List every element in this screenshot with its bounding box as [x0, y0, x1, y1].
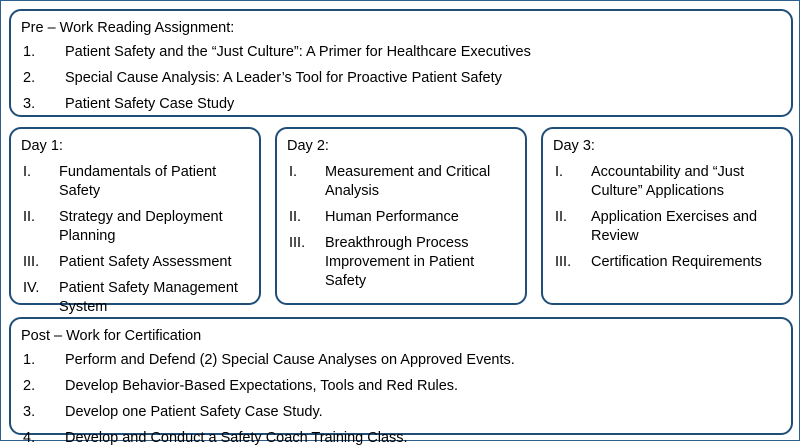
- list-item: [21, 253, 249, 272]
- list-marker: 3.: [23, 95, 36, 112]
- list-item: [553, 163, 781, 201]
- list-marker: II.: [289, 208, 302, 225]
- list-item: [21, 208, 249, 246]
- list-item: [21, 95, 781, 114]
- list-text: Human Performance: [325, 208, 459, 225]
- list-marker: III.: [555, 254, 572, 271]
- list-text: Perform and Defend (2) Special Cause Analyses on Approved Events.: [65, 351, 515, 368]
- list-item: [21, 429, 781, 448]
- list-marker: 1.: [23, 351, 36, 368]
- day-2-list: [287, 163, 515, 292]
- list-text: Patient Safety and the “Just Culture”: A Primer for Healthcare Executives: [65, 43, 531, 60]
- day-3-title: Day 3:: [553, 138, 595, 154]
- post-work-panel: [9, 317, 793, 446]
- list-marker: II.: [23, 208, 36, 225]
- list-item: [21, 377, 781, 396]
- list-marker: III.: [289, 234, 306, 251]
- list-item: [553, 253, 781, 272]
- list-item: [21, 403, 781, 422]
- list-text: Patient Safety Assessment: [59, 254, 232, 271]
- day-3-list: [553, 163, 781, 273]
- list-item: [21, 43, 781, 62]
- list-text: Breakthrough Process Improvement in Patient Safety: [325, 234, 475, 290]
- list-marker: 2.: [23, 377, 36, 394]
- pre-work-list: [21, 43, 781, 114]
- day-2-title: Day 2:: [287, 138, 329, 154]
- list-text: Patient Safety Case Study: [65, 95, 235, 112]
- list-marker: 4.: [23, 429, 36, 446]
- pre-work-title: Pre – Work Reading Assignment:: [21, 20, 235, 36]
- list-marker: IV.: [23, 280, 40, 297]
- list-marker: 1.: [23, 43, 36, 60]
- list-text: Develop Behavior-Based Expectations, Tools and Red Rules.: [65, 377, 459, 394]
- list-text: Certification Requirements: [591, 254, 762, 271]
- list-marker: I.: [289, 163, 298, 180]
- list-item: [21, 351, 781, 370]
- list-text: Measurement and Critical Analysis: [325, 163, 491, 199]
- list-marker: 3.: [23, 403, 36, 420]
- list-marker: III.: [23, 254, 40, 271]
- list-item: [21, 69, 781, 88]
- list-marker: I.: [23, 163, 32, 180]
- list-item: [21, 163, 249, 201]
- list-item: [287, 234, 515, 291]
- list-marker: I.: [555, 163, 564, 180]
- day-2-panel: [275, 127, 527, 305]
- day-1-list: [21, 163, 249, 318]
- post-work-list: [21, 351, 781, 448]
- list-text: Develop and Conduct a Safety Coach Training Class.: [65, 429, 408, 446]
- list-item: [287, 208, 515, 227]
- day-1-title: Day 1:: [21, 138, 63, 154]
- list-text: Special Cause Analysis: A Leader’s Tool for Proactive Patient Safety: [65, 69, 502, 86]
- list-item: [287, 163, 515, 201]
- pre-work-panel: [9, 9, 793, 117]
- list-text: Fundamentals of Patient Safety: [59, 163, 217, 199]
- list-marker: II.: [555, 208, 568, 225]
- list-item: [21, 279, 249, 317]
- list-text: Patient Safety Management System: [59, 280, 238, 316]
- list-item: [553, 208, 781, 246]
- list-text: Develop one Patient Safety Case Study.: [65, 403, 323, 420]
- list-marker: 2.: [23, 69, 36, 86]
- day-1-panel: [9, 127, 261, 316]
- list-text: Application Exercises and Review: [591, 208, 758, 244]
- day-3-panel: [541, 127, 793, 305]
- list-text: Accountability and “Just Culture” Applications: [591, 163, 745, 199]
- post-work-title: Post – Work for Certification: [21, 328, 202, 344]
- list-text: Strategy and Deployment Planning: [59, 208, 223, 244]
